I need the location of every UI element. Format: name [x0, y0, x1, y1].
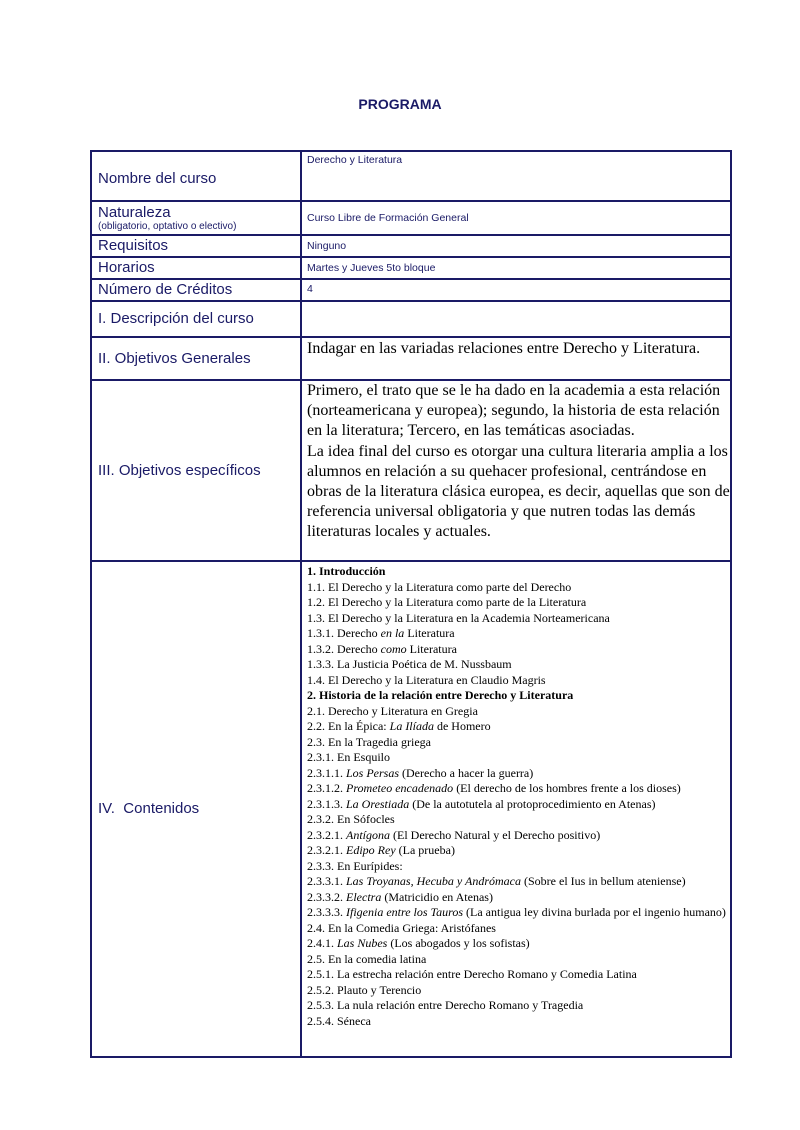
contents-item-text: 2.2. En la Épica: [307, 719, 390, 733]
contents-item-text: 2.3.2.1. [307, 827, 346, 842]
contents-item [307, 859, 730, 875]
contents-item-note: (Derecho a hacer la guerra) [399, 765, 534, 780]
contents-item [307, 611, 730, 627]
contents-item [307, 1014, 730, 1030]
value-descripcion [301, 301, 731, 337]
contents-item [307, 657, 730, 673]
label-obj-generales [91, 337, 301, 380]
label-creditos [91, 279, 301, 301]
contents-item-text: 2.5. En la comedia latina [307, 951, 427, 966]
value-obj-generales: Indagar en las variadas relaciones entre Derecho y Literatura. [301, 337, 731, 380]
contents-item-title: Edipo Rey [346, 843, 396, 857]
contents-list [307, 564, 730, 1029]
contents-item-note: de Homero [433, 719, 491, 733]
label-naturaleza-sub: (obligatorio, optativo o electivo) [98, 220, 237, 232]
program-table [90, 150, 732, 1058]
contents-item-note: (Los abogados y los sofistas) [387, 936, 530, 950]
contents-item [307, 719, 730, 735]
contents-item [307, 874, 730, 890]
contents-item-title: Antígona [346, 827, 390, 842]
label-requisitos-text: Requisitos [98, 237, 169, 254]
contents-item-text: 2. Historia de la relación entre Derecho y Literatura [307, 688, 574, 702]
contents-item [307, 936, 730, 952]
contents-item-note: (Matricidio en Atenas) [381, 889, 493, 904]
contents-item-text: 1.3.1. Derecho [307, 626, 381, 640]
contents-item [307, 843, 730, 859]
contents-item-text: 1.3.2. Derecho [307, 641, 381, 656]
contents-item-text: 2.3.2.1. [307, 843, 346, 857]
contents-item-title: Prometeo encadenado [346, 781, 454, 795]
value-obj-especificos [301, 380, 731, 561]
contents-item-text: 2.3.1.3. [307, 796, 346, 811]
contents-item-text: 2.3. En la Tragedia griega [307, 734, 431, 749]
contents-item [307, 704, 730, 720]
label-descripcion-text: I. Descripción del curso [98, 310, 254, 327]
contents-item-note: (El derecho de los hombres frente a los dioses) [453, 781, 681, 795]
contents-item-text: 1. Introducción [307, 564, 386, 578]
contents-item-text: 2.3.3.3. [307, 905, 346, 919]
contents-item [307, 921, 730, 937]
label-nombre [91, 151, 301, 201]
contents-item-text: 2.4. En la Comedia Griega: Aristófanes [307, 920, 496, 935]
contents-item [307, 828, 730, 844]
contents-item-text: 2.3.1.1. [307, 765, 346, 780]
contents-item-text: 2.4.1. [307, 936, 337, 950]
contents-item-note: (De la autotutela al protoprocedimiento en Atenas) [409, 796, 656, 811]
contents-item-title: en la [380, 626, 405, 640]
contents-item-note: Literatura [404, 626, 455, 640]
contents-item-text: 1.2. El Derecho y la Literatura como parte de la Literatura [307, 595, 587, 609]
label-contenidos [91, 561, 301, 1057]
contents-item-title: Las Troyanas, Hecuba y Andrómaca [346, 874, 521, 888]
contents-item [307, 797, 730, 813]
contents-item-text: 2.5.2. Plauto y Terencio [307, 982, 422, 997]
contents-item [307, 750, 730, 766]
contents-item-note: (Sobre el Ius in bellum ateniense) [521, 874, 686, 888]
contents-item-note: Literatura [406, 641, 457, 656]
label-creditos-text: Número de Créditos [98, 281, 233, 298]
contents-item-title: La Orestiada [346, 796, 410, 811]
label-naturaleza [91, 201, 301, 235]
value-nombre: Derecho y Literatura [301, 151, 731, 201]
contents-item-title: como [380, 641, 407, 656]
contents-item-title: La Ilíada [389, 719, 434, 733]
value-horarios: Martes y Jueves 5to bloque [301, 257, 731, 279]
label-obj-especificos-text: III. Objetivos específicos [98, 461, 261, 479]
contents-item [307, 890, 730, 906]
contents-item-text: 2.5.4. Séneca [307, 1013, 371, 1028]
label-contenidos-text: IV. Contenidos [98, 800, 200, 817]
value-requisitos: Ninguno [301, 235, 731, 257]
row-obj-especificos [91, 380, 731, 561]
contents-item-title: Los Persas [346, 765, 400, 780]
contents-item-text: 2.3.1.2. [307, 781, 346, 795]
row-nombre [91, 151, 731, 201]
contents-item-title: Electra [346, 889, 382, 904]
contents-item [307, 781, 730, 797]
row-descripcion [91, 301, 731, 337]
label-horarios [91, 257, 301, 279]
contents-item-text: 1.1. El Derecho y la Literatura como parte del Derecho [307, 579, 572, 594]
row-obj-generales [91, 337, 731, 380]
row-creditos [91, 279, 731, 301]
value-creditos: 4 [301, 279, 731, 301]
contents-item-note: (El Derecho Natural y el Derecho positivo) [390, 827, 601, 842]
contents-item-note: (La antigua ley divina burlada por el ingenio humano) [463, 905, 726, 919]
contents-item-text: 2.1. Derecho y Literatura en Gregia [307, 703, 478, 718]
row-contenidos [91, 561, 731, 1057]
row-requisitos [91, 235, 731, 257]
contents-item-text: 1.4. El Derecho y la Literatura en Claudio Magris [307, 672, 546, 687]
contents-item-note: (La prueba) [395, 843, 455, 857]
contents-item [307, 967, 730, 983]
contents-item [307, 642, 730, 658]
contents-item [307, 564, 730, 580]
contents-item [307, 580, 730, 596]
value-naturaleza: Curso Libre de Formación General [301, 201, 731, 235]
contents-item-text: 1.3.3. La Justicia Poética de M. Nussbaum [307, 657, 512, 671]
contents-item-text: 2.3.3. En Eurípides: [307, 858, 403, 873]
contents-item [307, 626, 730, 642]
obj-especificos-paragraph-1: Primero, el trato que se le ha dado en la academia a esta relación (norteamericana y europea); segundo, la historia de esta relación en la literatura; Tercero, en las temáticas asociadas. [307, 382, 721, 440]
contents-item [307, 998, 730, 1014]
contents-item [307, 735, 730, 751]
contents-item-text: 2.3.3.1. [307, 874, 346, 888]
contents-item-text: 2.5.3. La nula relación entre Derecho Romano y Tragedia [307, 998, 584, 1012]
contents-item [307, 905, 730, 921]
label-obj-generales-text: II. Objetivos Generales [98, 349, 251, 367]
label-obj-especificos [91, 380, 301, 561]
contents-item-text: 2.3.2. En Sófocles [307, 812, 395, 826]
obj-especificos-paragraph-2: La idea final del curso es otorgar una cultura literaria amplia a los alumnos en relación a su quehacer profesional, centrándose en obras de la literatura clásica europea, es decir, aquellas que son de referencia universal obligatoria y que nutren todas las demás literaturas locales y actuales. [307, 442, 730, 541]
label-naturaleza-text: Naturaleza [98, 203, 171, 221]
label-descripcion [91, 301, 301, 337]
row-naturaleza [91, 201, 731, 235]
contents-item-text: 1.3. El Derecho y la Literatura en la Academia Norteamericana [307, 610, 610, 625]
contents-item [307, 673, 730, 689]
contents-item-text: 2.3.1. En Esquilo [307, 750, 390, 764]
contents-item [307, 688, 730, 704]
contents-item-title: Ifigenia entre los Tauros [346, 905, 464, 919]
value-contenidos [301, 561, 731, 1057]
contents-item-text: 2.3.3.2. [307, 889, 346, 904]
contents-item [307, 766, 730, 782]
contents-item-text: 2.5.1. La estrecha relación entre Derecho Romano y Comedia Latina [307, 967, 637, 981]
row-horarios [91, 257, 731, 279]
label-requisitos [91, 235, 301, 257]
contents-item [307, 812, 730, 828]
label-nombre-text: Nombre del curso [98, 170, 217, 187]
page-title: PROGRAMA [358, 96, 442, 112]
label-horarios-text: Horarios [98, 259, 155, 276]
contents-item [307, 983, 730, 999]
contents-item-title: Las Nubes [337, 936, 388, 950]
contents-item [307, 952, 730, 968]
contents-item [307, 595, 730, 611]
